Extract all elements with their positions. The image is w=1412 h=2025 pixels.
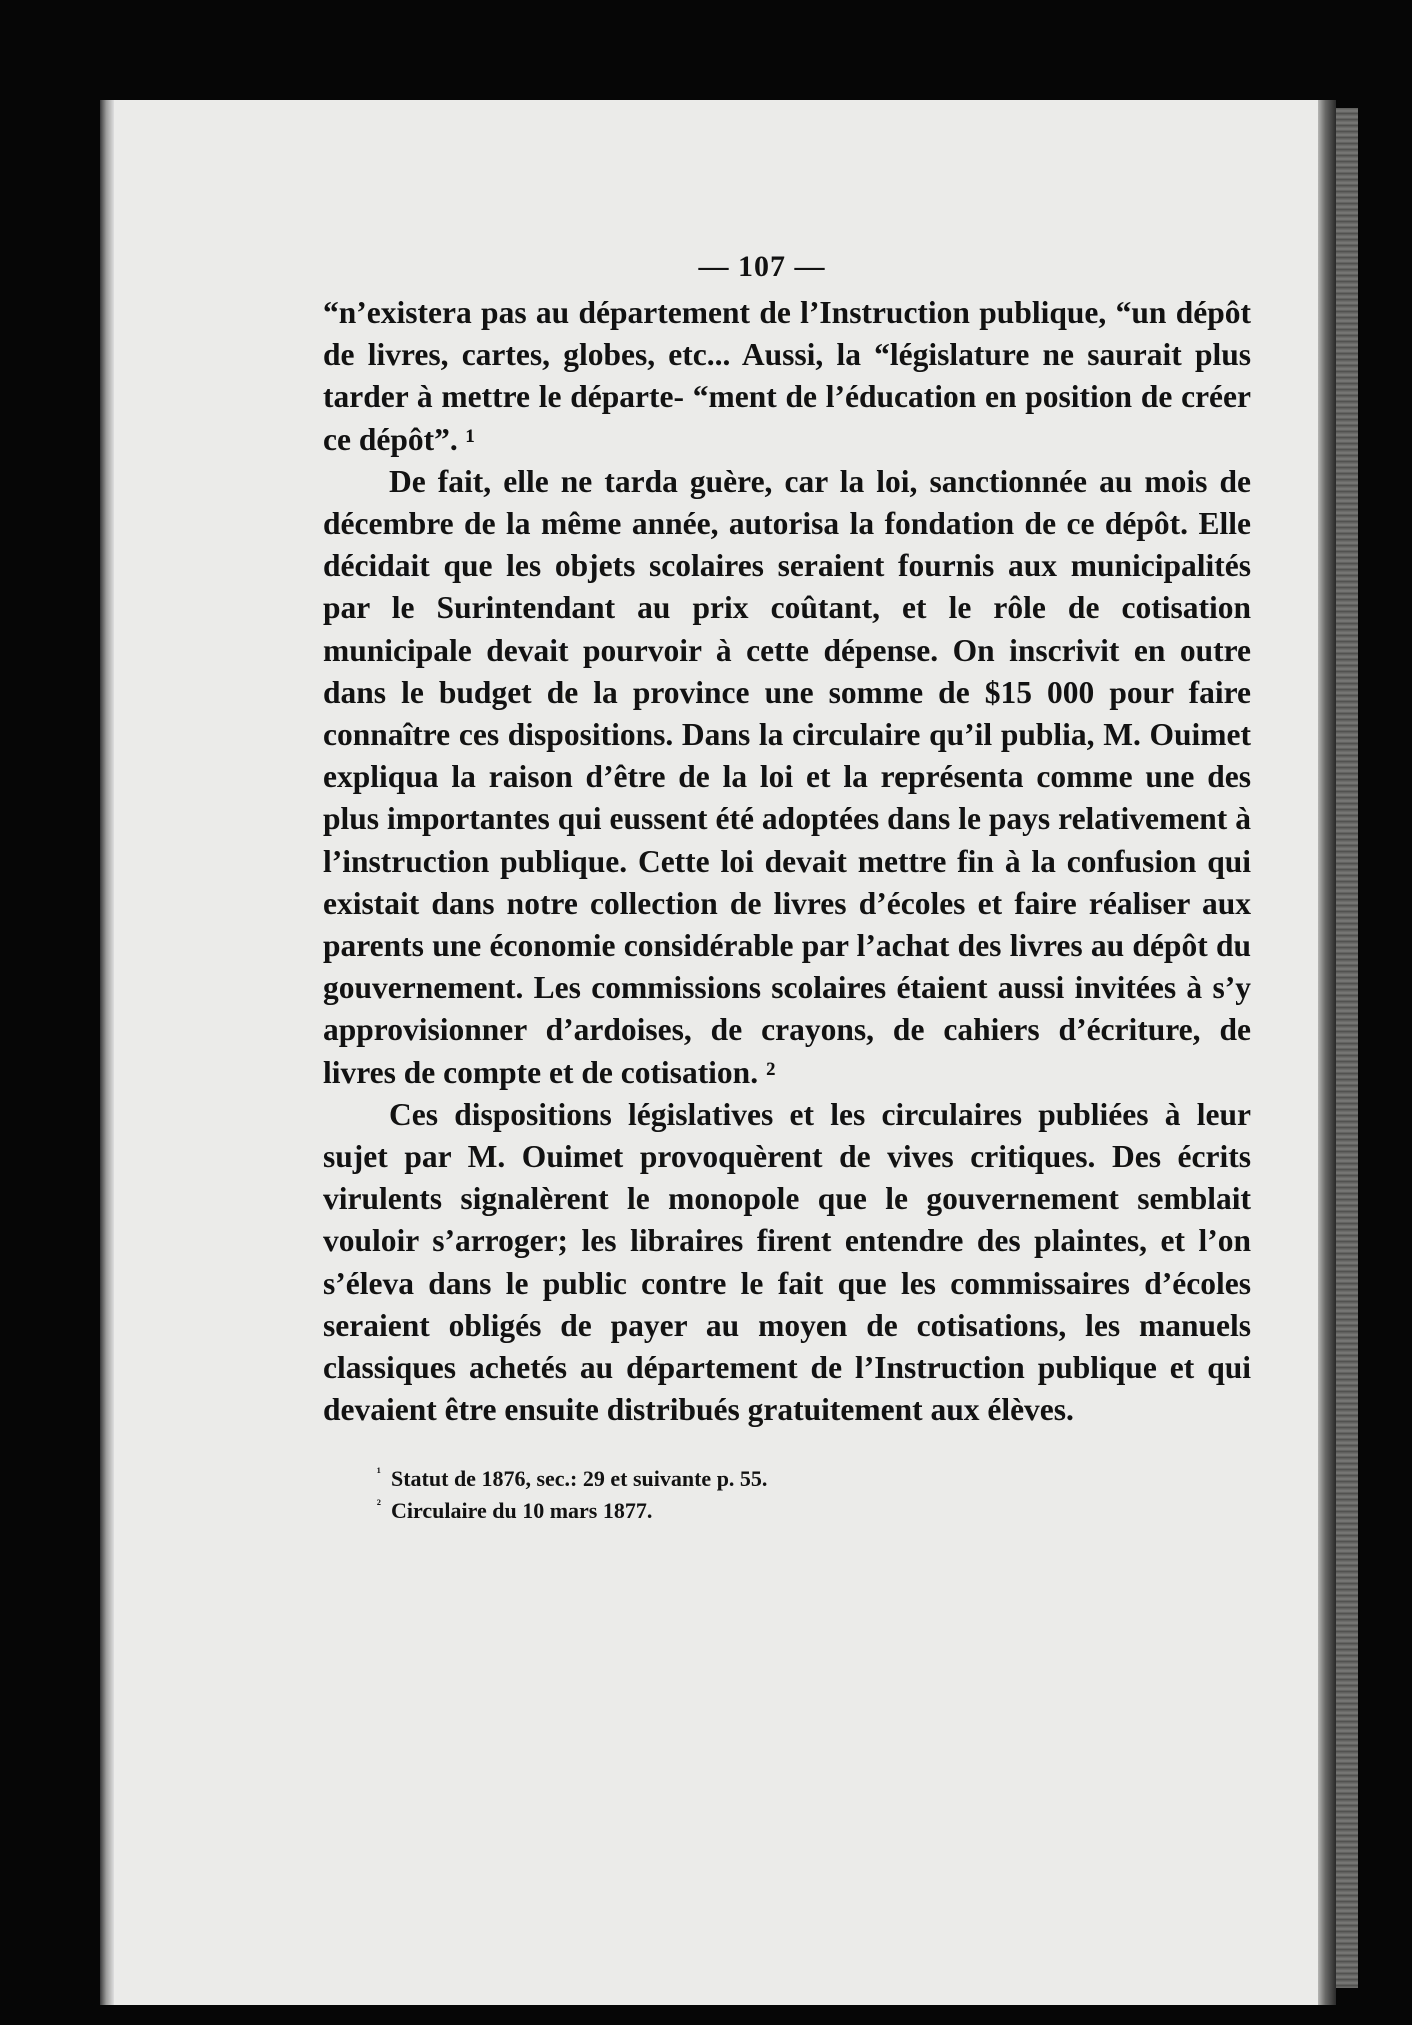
paragraph-quote-continuation: “n’existera pas au département de l’Instruction publique, “un dépôt de livres, cartes, globes, etc... Aussi, la “législature ne saurait plus tarder à mettre le départe- “ment de l’éducation en position de créer ce dépôt”. ¹: [323, 295, 1251, 457]
paragraph-criticism: Ces dispositions législatives et les circulaires publiées à leur sujet par M. Ouimet provoquèrent de vives critiques. Des écrits virulents signalèrent le monopole que le gouvernement semblait vouloir s’arroger; les libraires firent entendre des plaintes, et l’on s’éleva dans le public contre le fait que les commissaires d’écoles seraient obligés de payer au moyen de cotisations, les manuels classiques achetés au département de l’Instruction publique et qui devaient être ensuite distribués gratuitement aux élèves.: [323, 1096, 1251, 1428]
footnote-text: Statut de 1876, sec.: 29 et suivante p. 55.: [391, 1466, 768, 1492]
paragraph-depot-law: De fait, elle ne tarda guère, car la loi, sanctionnée au mois de décembre de la même année, autorisa la fondation de ce dépôt. Elle décidait que les objets scolaires seraient fournis aux municipalités par le Surintendant au prix coûtant, et le rôle de cotisation municipale devait pourvoir à cette dépense. On inscrivit en outre dans le budget de la province une somme de $15 000 pour faire connaître ces dispositions. Dans la circulaire qu’il publia, M. Ouimet expliqua la raison d’être de la loi et la représenta comme une des plus importantes qui eussent été adoptées dans le pays relativement à l’instruction publique. Cette loi devait mettre fin à la confusion qui existait dans notre collection de livres d’écoles et faire réaliser aux parents une économie considérable par l’achat des livres au dépôt du gouvernement. Les commissions scolaires étaient aussi invitées à s’y approvisionner d’ardoises, de crayons, de cahiers d’écriture, de livres de compte et de cotisation. ²: [323, 463, 1251, 1090]
book-fore-edge: [1336, 108, 1358, 1988]
page-number: — 107 —: [698, 250, 826, 283]
footnote-text: Circulaire du 10 mars 1877.: [391, 1498, 653, 1524]
footnotes: [323, 1463, 1251, 1527]
footnote: [369, 1463, 1251, 1495]
page-edge-shadow: [1318, 100, 1336, 2005]
footnote-mark: ¹: [376, 1466, 381, 1482]
footnote-mark: ²: [376, 1498, 381, 1514]
text-column: [323, 250, 1251, 1527]
footnote: [369, 1495, 1251, 1527]
book-page: [100, 100, 1336, 2005]
